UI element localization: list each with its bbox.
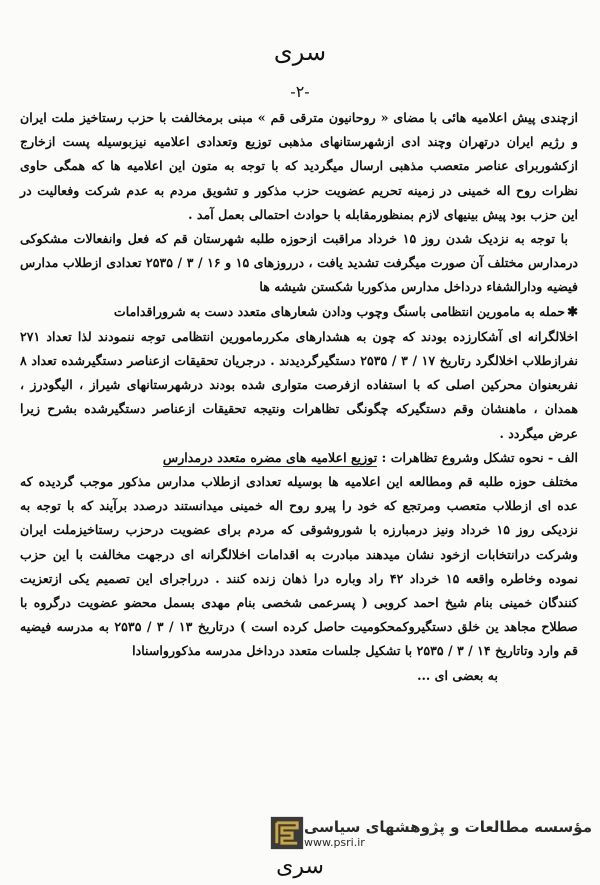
institute-logo-icon (270, 813, 304, 853)
section-a-heading (20, 446, 578, 470)
classification-header: سری (273, 38, 327, 66)
paragraph-2: با توجه به نزدیک شدن روز ۱۵ خرداد مراقبت ازحوزه طلبه شهرستان قم که فعل وانفعالات مشکوکی درمدارس مختلف آن صورت میگرفت تشدید یافت ، درروزهای ۱۵ و ۱۶ / ۳ / ۲۵۳۵ تعدادی ازطلاب مدارس فیضیه ودارالشفاء درداخل مدارس مذکوربا شکستن شیشه ها (20, 231, 579, 295)
section-a-text: مختلف حوزه طلبه قم ومطالعه این اعلامیه ها بوسیله تعدادی ازطلاب مدارس مذکور موجب گردیده که عده ای ازطلاب متعصب ومرتجع که خود را پیرو روح اله خمینی میدانستند درصدد برآیند که با توجه به نزدیکی روز ۱۵ خرداد ونیز درمبارزه با شوروشوقی که مردم برای عضویت درحزب رستاخیزملت ایران وشرکت درانتخابات ازخود نشان میدهند مبادرت به اقدامات اخلالگرانه ای درجهت مخالفت با این حزب نموده وخاطره واقعه ۱۵ خرداد ۴۲ راد وباره درا ذهان زنده کنند . درراجرای این تصمیم یکی ازتعزیت کنندگان خمینی بنام شیخ احمد کروبی ( پسرعمی شخصی بنام مهدی بسمل محضو عضویت درگروه با صطلاح مجاهد ین خلق دستگیروکمحکومیت حاصل کرده است ) درتاریخ ۱۳ / ۳ / ۲۵۳۵ به مدرسه فیضیه قم وارد وتاتاریخ ۱۴ / ۳ / ۲۵۳۵ با تشکیل جلسات متعدد درداخل مدرسه مذکورواسنادا (20, 474, 579, 659)
section-a-title: توزیع اعلامیه های مضره متعدد درمدارس (162, 449, 378, 465)
line-4: اعلامیه ها که همگی حاوی نظرات روح اله خمینی در زمینه تحریم عضویت حزب مذکور و (20, 158, 579, 198)
line-1: ازچندی پیش اعلامیه هائی با مضای « روحانیون مترقی قم » مبنی برمخالفت با حزب رستاخیز (79, 110, 579, 125)
closing-line: به بعضی ای ... (417, 667, 498, 683)
line-6: حوادث احتمالی بعمل آمد . (188, 206, 330, 222)
asterisk-mark-icon: ✱ (567, 304, 578, 320)
institute-url[interactable]: www.psri.ir (303, 835, 365, 849)
paragraph-2b: اخلالگرانه ای آشکارزده بودند که چون به هشدارهای مکررمامورین انتظامی توجه ننمودند لذا تعداد ۲۷۱ نفرازطلاب اخلالگرد رتاریخ ۱۷ / ۳ / ۲۵۳۵ دستگیرگردیدند . درجریان تحقیقات ازعناصر دستگیرشده تعداد ۸ نفربعنوان محرکین اصلی که با استفاده ازفرصت متواری شده بودند درشهرستانهای شیراز ، الیگودرز ، همدان ، ماهنشان وقم دستگیرکه چگونگی تظاهرات ونتیجه تحقیقات ازعناصر دستگیرشده بشرح زیرا عرض میگردد . (20, 328, 579, 441)
section-a-label: الف - نحوه تشکل وشروع تظاهرات : (381, 449, 578, 465)
institute-name: مؤسسه مطالعات و پژوهشهای سیاسی (303, 817, 592, 836)
institute-watermark (262, 807, 592, 859)
line-5: تشویق مردم به عدم شرکت وفعالیت در این حزب بود پیش بینیهای لازم بمنظورمقابله با (20, 182, 578, 222)
watermark-text (304, 818, 592, 849)
star-line: حمله به مامورین انتظامی باسنگ وچوب ودادن شعارهای متعدد دست به شروراقدامات (113, 303, 566, 319)
paragraph-star (20, 300, 578, 325)
line-2: ملت ایران و رژیم ایران درتهران وچند ادی ازشهرستانهای مذهبی توزیع وتعدادی اعلامیه نیزبوسیله (20, 110, 579, 150)
paragraph-1 (20, 106, 578, 227)
document-body (20, 106, 578, 688)
line-3: پست ازخارج ازکشوربرای عناصر متعصب مذهبی ارسال میگردید که با توجه به متون این (20, 134, 578, 174)
classification-footer: سری (276, 854, 324, 879)
page-number: -۲- (290, 82, 310, 101)
